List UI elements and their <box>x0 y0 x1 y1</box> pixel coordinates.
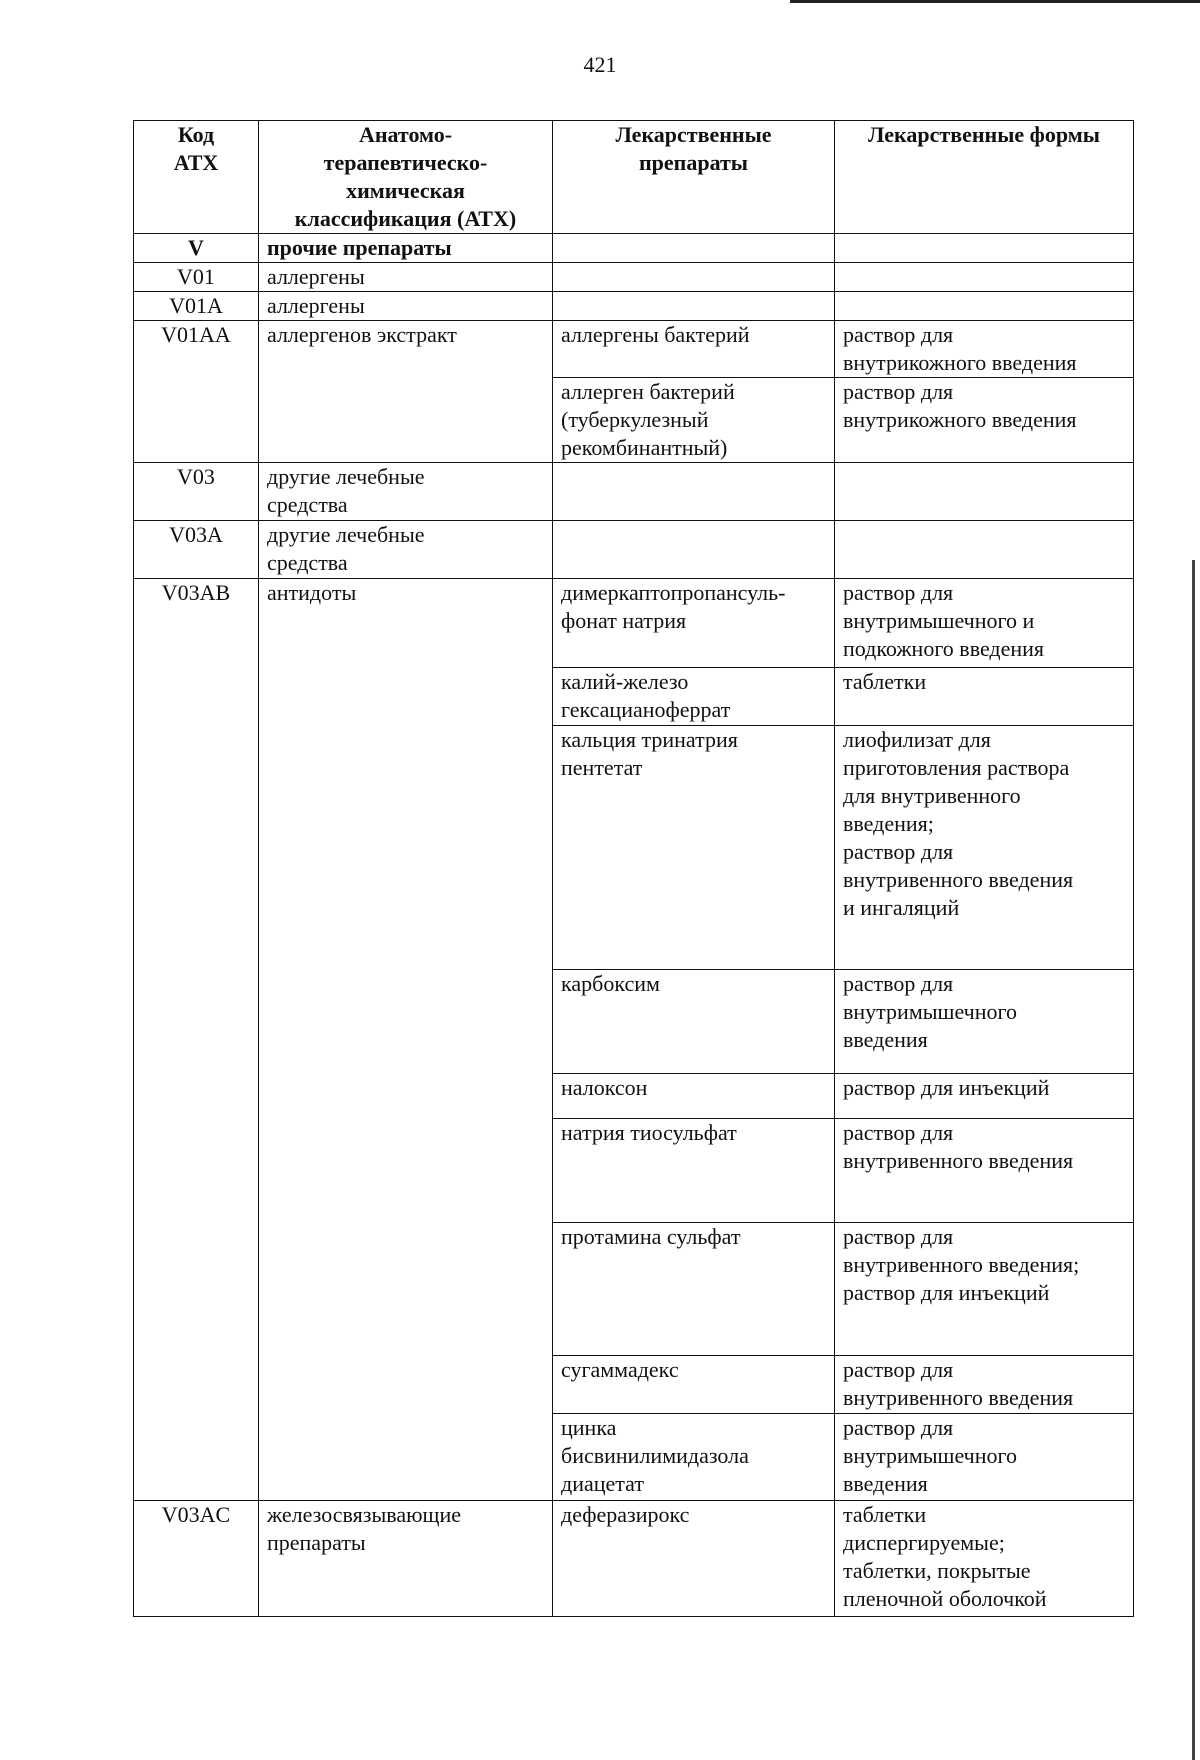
form-cell: раствор для внутримышечного введения <box>835 970 1134 1074</box>
top-rule <box>790 0 1200 3</box>
form-cell: раствор для внутрикожного введения <box>835 321 1134 378</box>
form-cell: таблетки диспергируемые; таблетки, покрытые пленочной оболочкой <box>835 1501 1134 1617</box>
form-cell: раствор для внутривенного введения <box>835 1356 1134 1414</box>
drug-cell <box>553 263 835 292</box>
drug-cell: цинка бисвинилимидазола диацетат <box>553 1414 835 1501</box>
drug-cell: деферазирокс <box>553 1501 835 1617</box>
form-cell: раствор для внутримышечного и подкожного введения <box>835 579 1134 668</box>
drug-cell <box>553 292 835 321</box>
table-row <box>134 579 1134 668</box>
form-cell <box>835 463 1134 521</box>
form-cell <box>835 263 1134 292</box>
header-code: Код АТХ <box>134 121 259 234</box>
atc-code: V03AC <box>134 1501 259 1617</box>
form-cell <box>835 234 1134 263</box>
form-cell <box>835 521 1134 579</box>
table-row <box>134 321 1134 378</box>
header-atc: Анатомо- терапевтическо- химическая классификация (АТХ) <box>259 121 553 234</box>
atc-code: V <box>134 234 259 263</box>
drug-cell: протамина сульфат <box>553 1223 835 1356</box>
table-row <box>134 1501 1134 1617</box>
table-header-row <box>134 121 1134 234</box>
form-cell: раствор для внутривенного введения; раствор для инъекций <box>835 1223 1134 1356</box>
drug-cell: налоксон <box>553 1074 835 1119</box>
drug-cell: калий-железо гексацианоферрат <box>553 668 835 726</box>
page-number: 421 <box>583 52 617 77</box>
atc-code: V03A <box>134 521 259 579</box>
atc-code: V01 <box>134 263 259 292</box>
atc-name: другие лечебные средства <box>259 521 553 579</box>
atc-code: V03 <box>134 463 259 521</box>
atc-name: другие лечебные средства <box>259 463 553 521</box>
form-cell: раствор для инъекций <box>835 1074 1134 1119</box>
table-row <box>134 292 1134 321</box>
atc-name: антидоты <box>259 579 553 1501</box>
form-cell: раствор для внутрикожного введения <box>835 378 1134 463</box>
drug-cell: аллергены бактерий <box>553 321 835 378</box>
atc-name: аллергены <box>259 292 553 321</box>
form-cell <box>835 292 1134 321</box>
form-cell: раствор для внутримышечного введения <box>835 1414 1134 1501</box>
atc-name: железосвязывающие препараты <box>259 1501 553 1617</box>
atc-code: V01A <box>134 292 259 321</box>
drug-cell: сугаммадекс <box>553 1356 835 1414</box>
drug-cell: натрия тиосульфат <box>553 1119 835 1223</box>
atc-table <box>133 120 1134 1617</box>
atc-code: V03AB <box>134 579 259 1501</box>
atc-name: аллергены <box>259 263 553 292</box>
drug-cell: карбоксим <box>553 970 835 1074</box>
table-row <box>134 521 1134 579</box>
scan-edge <box>1192 560 1195 1760</box>
header-forms: Лекарственные формы <box>835 121 1134 234</box>
drug-cell: димеркаптопропансуль- фонат натрия <box>553 579 835 668</box>
table-row <box>134 463 1134 521</box>
atc-name: прочие препараты <box>259 234 553 263</box>
table-row <box>134 234 1134 263</box>
form-cell: раствор для внутривенного введения <box>835 1119 1134 1223</box>
drug-cell: кальция тринатрия пентетат <box>553 726 835 970</box>
form-cell: таблетки <box>835 668 1134 726</box>
atc-name: аллергенов экстракт <box>259 321 553 463</box>
atc-code: V01AA <box>134 321 259 463</box>
drug-cell <box>553 521 835 579</box>
drug-cell: аллерген бактерий (туберкулезный рекомбинантный) <box>553 378 835 463</box>
drug-cell <box>553 234 835 263</box>
drug-cell <box>553 463 835 521</box>
form-cell: лиофилизат для приготовления раствора для внутривенного введения; раствор для внутривенного введения и ингаляций <box>835 726 1134 970</box>
table-row <box>134 263 1134 292</box>
header-drugs: Лекарственные препараты <box>553 121 835 234</box>
